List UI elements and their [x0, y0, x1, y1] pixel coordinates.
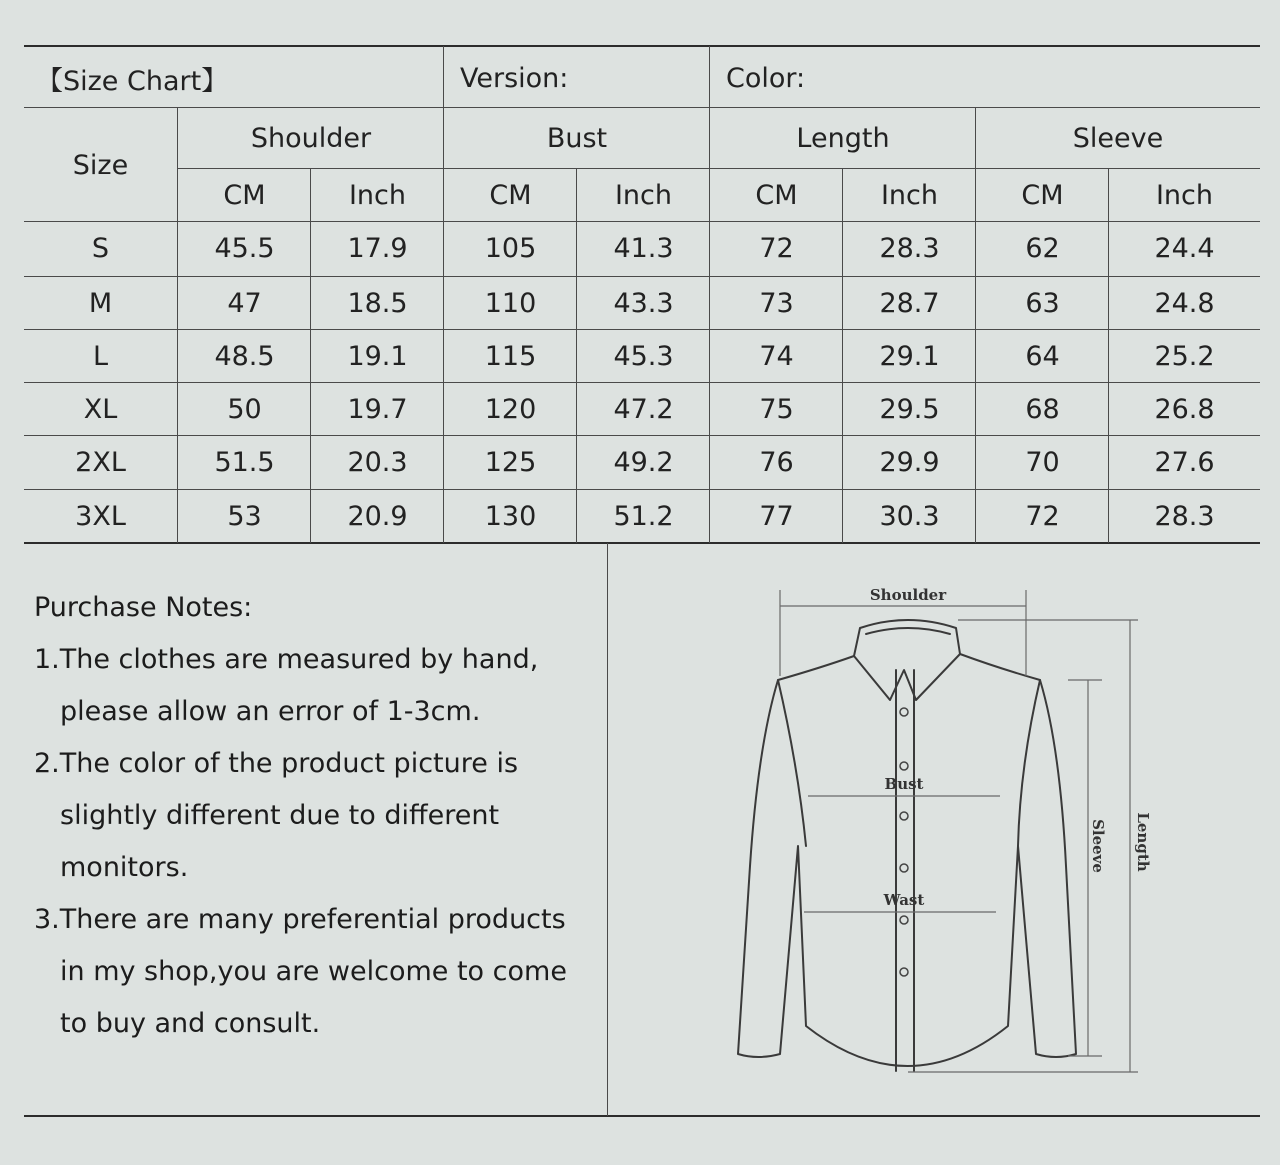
table-cell: 64	[1025, 341, 1060, 372]
table-cell: 77	[759, 501, 794, 532]
table-cell: 45.3	[613, 341, 674, 372]
unit-header: CM	[223, 180, 266, 211]
table-cell: 48.5	[214, 341, 275, 372]
size-chart-title: 【Size Chart】	[36, 65, 229, 97]
table-cell: 51.2	[613, 501, 674, 532]
table-cell: 29.5	[879, 394, 940, 425]
table-cell: 110	[484, 288, 537, 319]
note-line: 3.There are many preferential products	[34, 904, 566, 935]
table-cell: 41.3	[613, 233, 674, 264]
unit-header: CM	[1021, 180, 1064, 211]
note-line: in my shop,you are welcome to come	[60, 956, 567, 987]
top-rule	[24, 45, 1260, 47]
table-cell: 43.3	[613, 288, 674, 319]
size-column-header: Size	[72, 149, 129, 181]
unit-header: CM	[489, 180, 532, 211]
notes-title: Purchase Notes:	[34, 592, 253, 623]
table-cell: 125	[484, 447, 537, 478]
table-cell: 49.2	[613, 447, 674, 478]
table-cell: 130	[484, 501, 537, 532]
table-cell: 105	[484, 233, 537, 264]
table-cell: 29.1	[879, 341, 940, 372]
shirt-measurement-diagram	[608, 546, 1260, 1116]
size-label: L	[92, 341, 109, 372]
table-cell: 72	[1025, 501, 1060, 532]
table-cell: 72	[759, 233, 794, 264]
group-header-bust: Bust	[546, 123, 608, 154]
table-cell: 24.4	[1154, 233, 1215, 264]
bust-label: Bust	[884, 775, 924, 793]
group-header-sleeve: Sleeve	[1072, 123, 1164, 154]
table-cell: 30.3	[879, 501, 940, 532]
unit-header: Inch	[880, 180, 939, 211]
note-line: 1.The clothes are measured by hand,	[34, 644, 539, 675]
v-line-header-1	[443, 46, 444, 108]
table-cell: 28.3	[1154, 501, 1215, 532]
table-cell: 68	[1025, 394, 1060, 425]
table-cell: 74	[759, 341, 794, 372]
length-label: Length	[1134, 812, 1152, 872]
table-cell: 63	[1025, 288, 1060, 319]
note-line: 2.The color of the product picture is	[34, 748, 519, 779]
table-cell: 19.7	[347, 394, 408, 425]
shoulder-label: Shoulder	[869, 586, 947, 604]
unit-header: CM	[755, 180, 798, 211]
table-cell: 28.3	[879, 233, 940, 264]
table-cell: 70	[1025, 447, 1060, 478]
table-cell: 45.5	[214, 233, 275, 264]
size-label: M	[88, 288, 113, 319]
table-cell: 73	[759, 288, 794, 319]
note-line: monitors.	[60, 852, 189, 883]
table-cell: 25.2	[1154, 341, 1215, 372]
unit-header: Inch	[1155, 180, 1214, 211]
table-cell: 20.3	[347, 447, 408, 478]
table-cell: 62	[1025, 233, 1060, 264]
table-cell: 19.1	[347, 341, 408, 372]
purchase-notes	[34, 582, 594, 1050]
note-line: slightly different due to different	[60, 800, 500, 831]
table-cell: 28.7	[879, 288, 940, 319]
unit-header: Inch	[614, 180, 673, 211]
table-cell: 47.2	[613, 394, 674, 425]
note-line: please allow an error of 1-3cm.	[60, 696, 481, 727]
table-cell: 120	[484, 394, 537, 425]
size-label: XL	[83, 394, 118, 425]
group-header-length: Length	[796, 123, 890, 154]
group-header-shoulder: Shoulder	[250, 123, 372, 154]
table-cell: 115	[484, 341, 537, 372]
table-cell: 75	[759, 394, 794, 425]
waist-label: Wast	[883, 891, 925, 909]
sleeve-label: Sleeve	[1089, 819, 1107, 873]
note-line: to buy and consult.	[60, 1008, 321, 1039]
table-cell: 18.5	[347, 288, 408, 319]
table-cell: 76	[759, 447, 794, 478]
size-label: 2XL	[75, 447, 126, 478]
table-cell: 17.9	[347, 233, 408, 264]
unit-header: Inch	[348, 180, 407, 211]
table-cell: 29.9	[879, 447, 940, 478]
table-cell: 50	[227, 394, 262, 425]
size-label: S	[91, 233, 110, 264]
shirt-body	[738, 654, 1076, 1066]
size-label: 3XL	[75, 501, 126, 532]
color-label: Color:	[726, 62, 806, 94]
table-cell: 27.6	[1154, 447, 1215, 478]
version-label: Version:	[460, 62, 569, 94]
table-cell: 51.5	[214, 447, 275, 478]
table-cell: 26.8	[1154, 394, 1215, 425]
v-line-header-2	[709, 46, 710, 108]
table-cell: 24.8	[1154, 288, 1215, 319]
table-cell: 47	[227, 288, 262, 319]
table-cell: 53	[227, 501, 262, 532]
shirt-placket	[896, 670, 914, 1071]
table-cell: 20.9	[347, 501, 408, 532]
